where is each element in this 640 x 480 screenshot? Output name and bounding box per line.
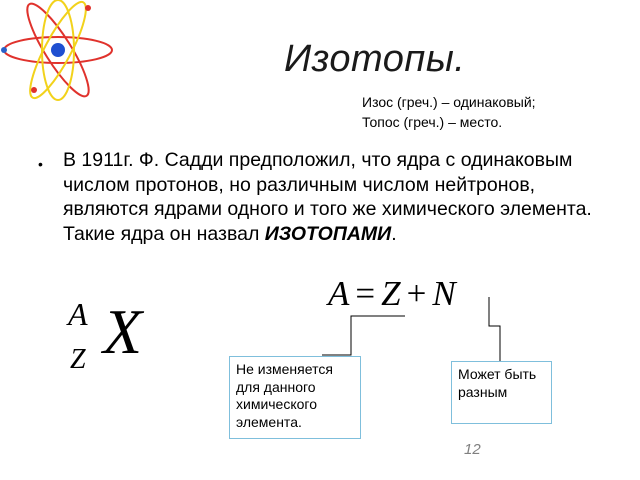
connector-line-z (322, 316, 405, 355)
formula-mass-number: A (328, 274, 350, 313)
electron-dot (85, 5, 91, 11)
note-box-variable: Может быть разным (451, 361, 552, 424)
bullet-emphasis: ИЗОТОПАМИ (264, 222, 392, 245)
nuclide-atomic-number: Z (70, 344, 86, 375)
formula-neutron-number: N (432, 274, 456, 313)
page-number: 12 (464, 441, 481, 458)
formula-equals: = (355, 274, 376, 313)
connector-line-n (489, 297, 500, 361)
etymology-note (362, 92, 536, 132)
note-box-constant: Не изменяется для данного химического элемента. (229, 356, 361, 439)
formula (328, 274, 456, 314)
bullet-marker: • (38, 156, 43, 172)
etymology-line: Изос (греч.) – одинаковый; (362, 94, 536, 110)
atom-nucleus (51, 43, 65, 57)
nuclide-symbol: X (103, 296, 143, 367)
nuclide-mass-number: A (68, 296, 88, 332)
slide-title: Изотопы. (284, 38, 466, 80)
electron-dot (31, 87, 37, 93)
formula-proton-number: Z (381, 274, 401, 313)
electron-dot (1, 47, 7, 53)
bullet-paragraph (38, 148, 618, 246)
etymology-line: Топос (греч.) – место. (362, 114, 503, 130)
formula-plus: + (406, 274, 427, 313)
atom-icon (0, 0, 120, 105)
bullet-body: В 1911г. Ф. Садди предположил, что ядра с одинаковым числом протонов, но различным числом нейтронов, являются ядрами одного и того же химического элемента. Такие ядра он назвал (63, 149, 592, 245)
bullet-text (63, 148, 618, 246)
bullet-end: . (391, 222, 397, 245)
